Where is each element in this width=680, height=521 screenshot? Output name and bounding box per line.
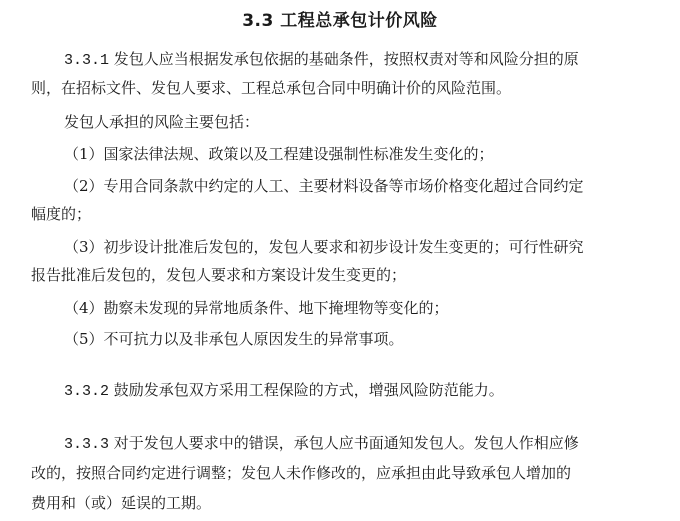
clause-number: 3.3.2	[64, 383, 110, 400]
risk-item-3-line-2: 报告批准后发包的，发包人要求和方案设计发生变更的；	[31, 266, 407, 284]
clause-text: 对于发包人要求中的错误，承包人应书面通知发包人。发包人作相应修	[113, 434, 579, 452]
risk-item-2-line-1: （2）专用合同条款中约定的人工、主要材料设备等市场价格变化超过合同约定	[64, 177, 584, 195]
clause-3-3-3-line-3: 费用和（或）延误的工期。	[31, 494, 212, 512]
risk-item-4: （4）勘察未发现的异常地质条件、地下掩埋物等变化的；	[64, 299, 449, 317]
risk-intro: 发包人承担的风险主要包括：	[64, 113, 260, 131]
clause-number: 3.3.1	[64, 52, 110, 69]
clause-text: 发包人应当根据发承包依据的基础条件，按照权责对等和风险分担的原	[113, 50, 579, 68]
clause-3-3-1-line-2: 则，在招标文件、发包人要求、工程总承包合同中明确计价的风险范围。	[31, 79, 512, 97]
risk-item-5: （5）不可抗力以及非承包人原因发生的异常事项。	[64, 330, 404, 348]
risk-item-1: （1）国家法律法规、政策以及工程建设强制性标准发生变化的；	[64, 145, 494, 163]
clause-text: 鼓励发承包双方采用工程保险的方式，增强风险防范能力。	[113, 381, 504, 399]
risk-item-2-line-2: 幅度的；	[31, 205, 92, 223]
risk-item-3-line-1: （3）初步设计批准后发包的，发包人要求和初步设计发生变更的；可行性研究	[64, 238, 584, 256]
clause-3-3-2	[64, 378, 504, 404]
clause-3-3-1-line-1	[64, 47, 579, 73]
clause-number: 3.3.3	[64, 436, 110, 453]
clause-3-3-3-line-2: 改的，按照合同约定进行调整；发包人未作修改的，应承担由此导致承包人增加的	[31, 464, 572, 482]
section-title: 3.3 工程总承包计价风险	[242, 11, 438, 31]
clause-3-3-3-line-1	[64, 431, 579, 457]
